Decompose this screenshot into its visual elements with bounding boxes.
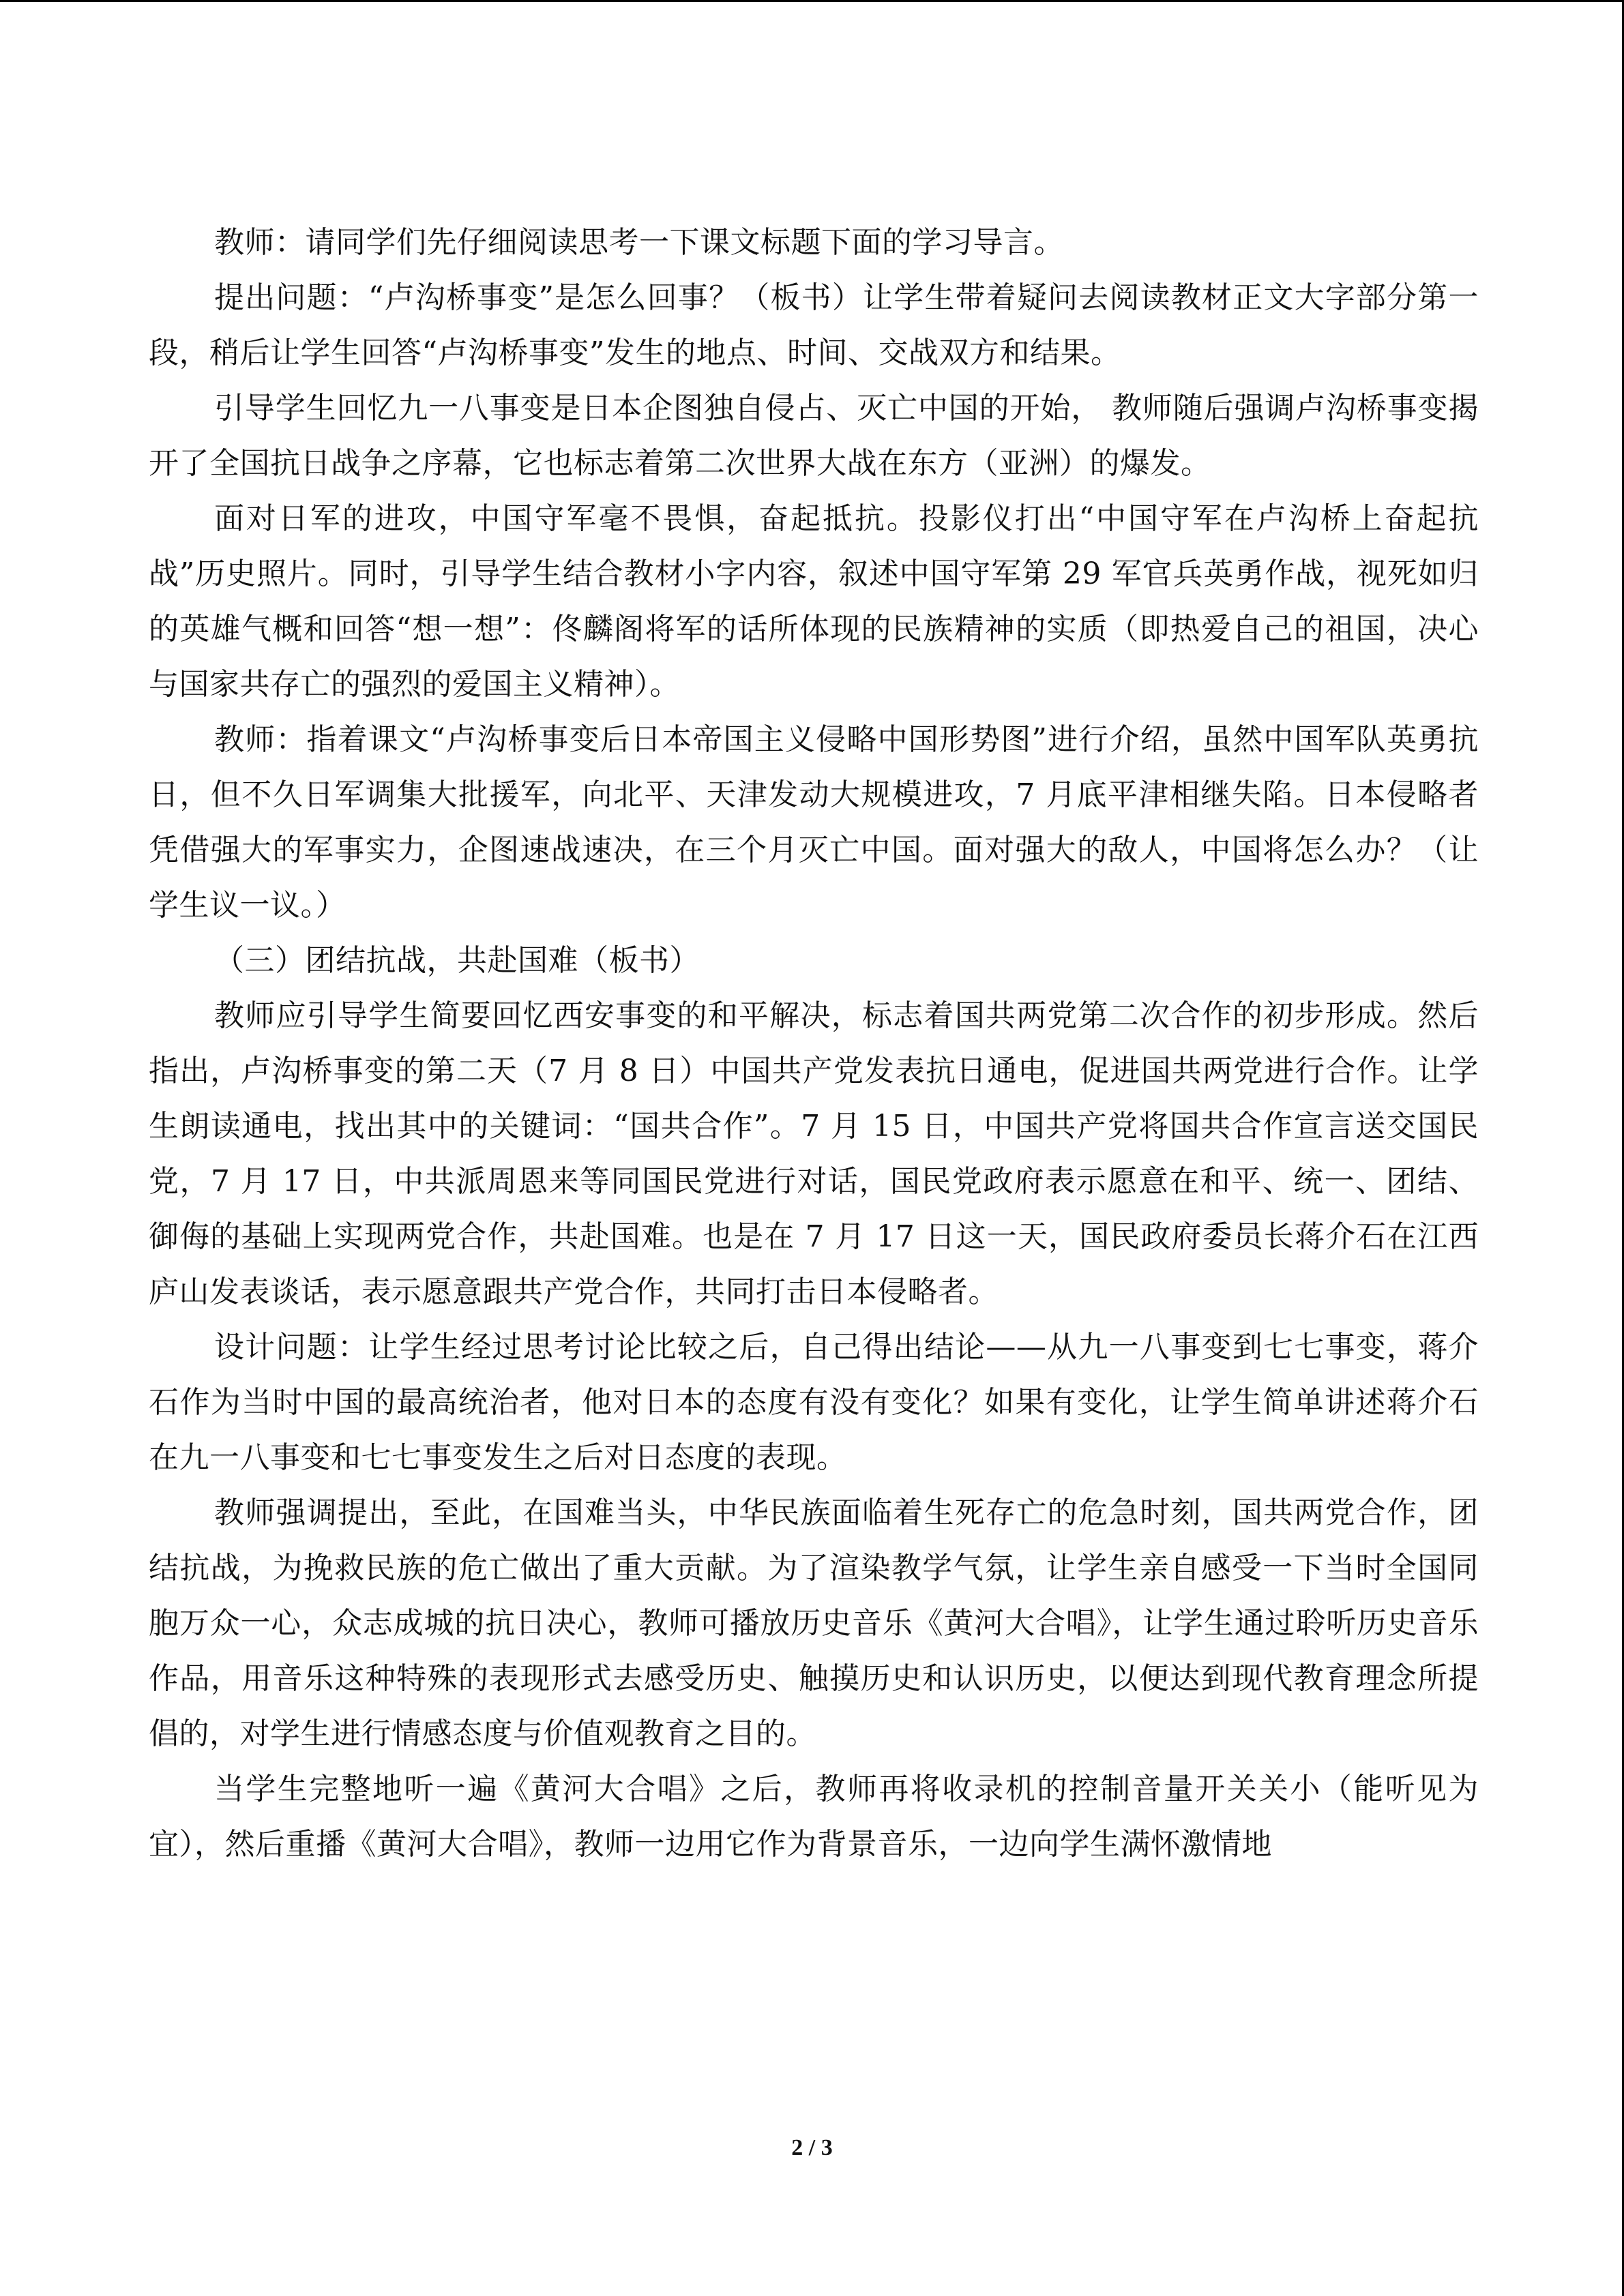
section-heading-united-resistance: （三）团结抗战，共赴国难（板书） [214,943,700,978]
paragraph-teacher-emphasis: 教师强调提出，至此，在国难当头，中华民族面临着生死存亡的危急时刻，国共两党合作，团结抗战，为挽救民族的危亡做出了重大贡献。为了渲染教学气氛，让学生亲自感受一下当时全国同胞万众一心，众志成城的抗日决心，教师可播放历史音乐《黄河大合唱》，让学生通过聆听历史音乐作品，用音乐这种特殊的表现形式去感受历史、触摸历史和认识历史，以便达到现代教育理念所提倡的，对学生进行情感态度与价值观教育之目的。 [149,1495,1479,1751]
paragraph-invasion-map: 教师：指着课文“卢沟桥事变后日本帝国主义侵略中国形势图”进行介绍，虽然中国军队英勇抗日，但不久日军调集大批援军，向北平、天津发动大规模进攻，7 月底平津相继失陷。日本侵略者凭借强大的军事实力，企图速战速决，在三个月灭亡中国。面对强大的敌人，中国将怎么办？（让学生议一议。） [149,722,1479,923]
paragraph-recall-918: 引导学生回忆九一八事变是日本企图独自侵占、灭亡中国的开始， 教师随后强调卢沟桥事变揭开了全国抗日战争之序幕，它也标志着第二次世界大战在东方（亚洲）的爆发。 [149,391,1479,481]
paragraph-yellow-river-cantata: 当学生完整地听一遍《黄河大合唱》之后，教师再将收录机的控制音量开关关小（能听见为宜），然后重播《黄河大合唱》，教师一边用它作为背景音乐，一边向学生满怀激情地 [149,1772,1479,1862]
document-body [149,215,1479,1872]
paragraph-reading-intro: 教师：请同学们先仔细阅读思考一下课文标题下面的学习导言。 [214,225,1064,260]
paragraph-design-question: 设计问题：让学生经过思考讨论比较之后，自己得出结论——从九一八事变到七七事变，蒋介石作为当时中国的最高统治者，他对日本的态度有没有变化？如果有变化，让学生简单讲述蒋介石在九一八事变和七七事变发生之后对日态度的表现。 [149,1330,1479,1475]
paragraph-xian-incident: 教师应引导学生简要回忆西安事变的和平解决，标志着国共两党第二次合作的初步形成。然后指出，卢沟桥事变的第二天（7 月 8 日）中国共产党发表抗日通电，促进国共两党进行合作。让学生朗读通电，找出其中的关键词：“国共合作”。7 月 15 日，中国共产党将国共合作宣言送交国民党，7 月 17 日，中共派周恩来等同国民党进行对话，国民党政府表示愿意在和平、统一、团结、御侮的基础上实现两党合作，共赴国难。也是在 7 月 17 日这一天，国民政府委员长蒋介石在江西庐山发表谈话，表示愿意跟共产党合作，共同打击日本侵略者。 [149,998,1479,1309]
paragraph-chinese-resistance: 面对日军的进攻，中国守军毫不畏惧，奋起抵抗。投影仪打出“中国守军在卢沟桥上奋起抗战”历史照片。同时，引导学生结合教材小字内容，叙述中国守军第 29 军官兵英勇作战，视死如归的英雄气概和回答“想一想”：佟麟阁将军的话所体现的民族精神的实质（即热爱自己的祖国，决心与国家共存亡的强烈的爱国主义精神）。 [149,501,1479,702]
paragraph-question-lugou-bridge: 提出问题：“卢沟桥事变”是怎么回事？（板书）让学生带着疑问去阅读教材正文大字部分第一段，稍后让学生回答“卢沟桥事变”发生的地点、时间、交战双方和结果。 [149,280,1479,370]
page-number: 2 / 3 [791,2135,833,2160]
